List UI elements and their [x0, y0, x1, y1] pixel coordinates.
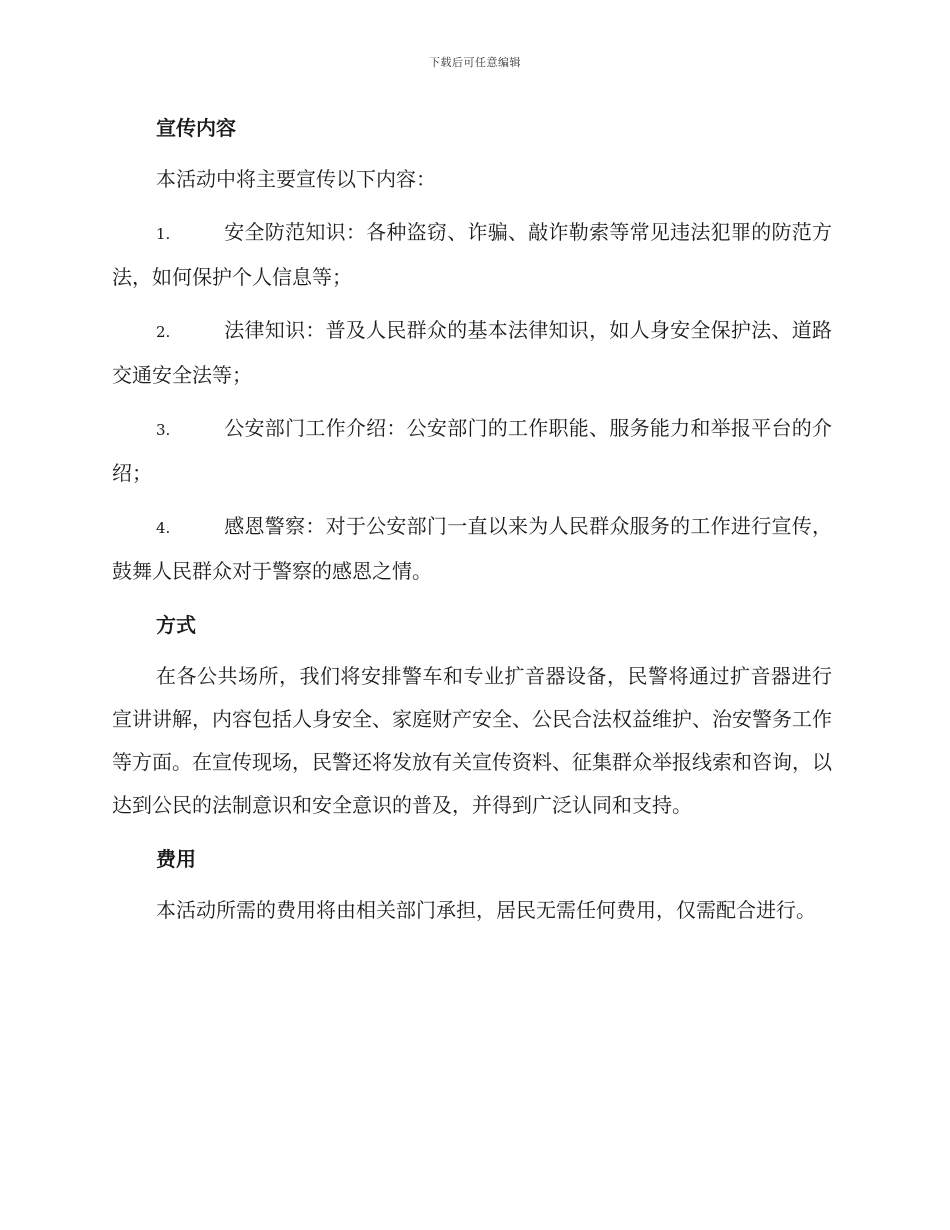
list-item-text: 安全防范知识：各种盗窃、诈骗、敲诈勒索等常见违法犯罪的防范方法，如何保护个人信息等；: [112, 220, 832, 289]
cost-paragraph: 本活动所需的费用将由相关部门承担，居民无需任何费用，仅需配合进行。: [156, 898, 816, 922]
document-body: [112, 106, 832, 942]
section-heading-publicity: 宣传内容: [156, 116, 236, 140]
list-item-number: 4.: [156, 519, 171, 537]
list-item: [112, 211, 832, 299]
section-heading-method: 方式: [156, 613, 196, 637]
list-item-number: 2.: [156, 323, 171, 341]
list-item-text: 感恩警察：对于公安部门一直以来为人民群众服务的工作进行宣传，鼓舞人民群众对于警察的感恩之情。: [112, 514, 832, 583]
list-item-number: 1.: [156, 225, 171, 243]
publicity-intro: 本活动中将主要宣传以下内容：: [156, 167, 436, 191]
list-item: [112, 505, 832, 593]
list-item: [112, 407, 832, 495]
list-item-number: 3.: [156, 421, 171, 439]
page-header-note: 下载后可任意编辑: [429, 56, 521, 69]
list-item: [112, 309, 832, 397]
list-item-text: 公安部门工作介绍：公安部门的工作职能、服务能力和举报平台的介绍；: [112, 416, 832, 485]
list-item-text: 法律知识：普及人民群众的基本法律知识，如人身安全保护法、道路交通安全法等；: [112, 318, 832, 387]
section-heading-cost: 费用: [156, 847, 196, 871]
method-paragraph: 在各公共场所，我们将安排警车和专业扩音器设备，民警将通过扩音器进行宣讲讲解，内容包括人身安全、家庭财产安全、公民合法权益维护、治安警务工作等方面。在宣传现场，民警还将发放有关宣传资料、征集群众举报线索和咨询，以达到公民的法制意识和安全意识的普及，并得到广泛认同和支持。: [112, 664, 832, 817]
